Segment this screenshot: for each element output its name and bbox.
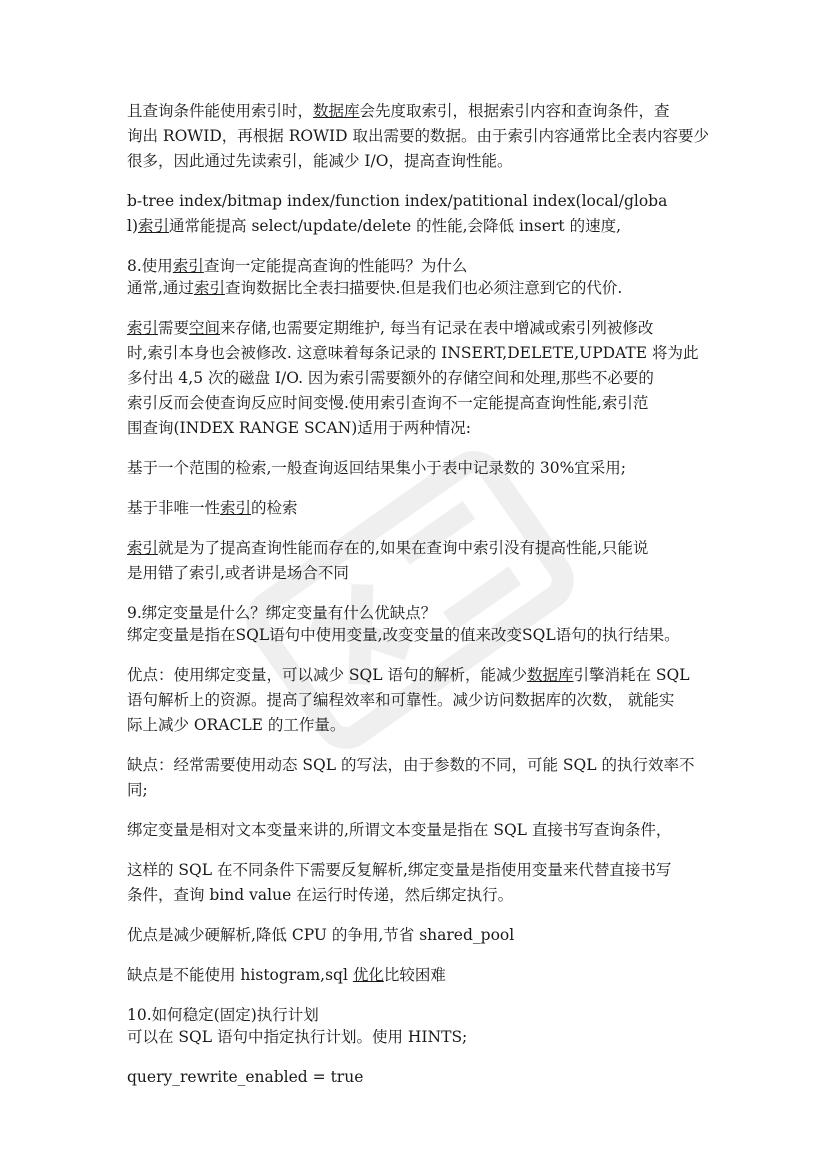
text-line: [127, 126, 727, 146]
text-span: 来存储,也需要定期维护, 每当有记录在表中增减或索引列被修改: [220, 319, 654, 337]
text-span: 围查询(INDEX RANGE SCAN)适用于两种情况:: [127, 419, 471, 437]
text-line: [127, 101, 727, 121]
text-span: 优点是减少硬解析,降低 CPU 的争用,节省 shared_pool: [127, 926, 515, 944]
text-line: [127, 715, 727, 735]
text-line: [127, 780, 727, 800]
term-link[interactable]: 数据库: [313, 102, 360, 120]
text-line: [127, 318, 727, 338]
text-line: [127, 498, 727, 518]
text-span: 语句解析上的资源。提高了编程效率和可靠性。减少访问数据库的次数， 就能实: [127, 691, 675, 709]
text-line: [127, 538, 727, 558]
text-line: [127, 965, 727, 985]
term-link[interactable]: 数据库: [526, 666, 574, 684]
text-span: l): [127, 217, 139, 235]
text-span: 绑定变量是指在SQL语句中使用变量,改变变量的值来改变SQL语句的执行结果。: [127, 626, 680, 644]
text-span: 多付出 4,5 次的磁盘 I/O. 因为索引需要额外的存储空间和处理,那些不必要的: [127, 369, 654, 387]
text-line: [127, 343, 727, 363]
text-span: 查询一定能提高查询的性能吗？为什么: [203, 257, 468, 275]
text-span: 基于一个范围的检索,一般查询返回结果集小于表中记录数的 30%宜采用;: [127, 459, 627, 477]
text-line: [127, 860, 727, 880]
text-span: 通常,通过: [127, 279, 194, 297]
term-link[interactable]: 索引: [127, 539, 159, 557]
text-span: query_rewrite_enabled = true: [127, 1068, 364, 1086]
text-span: 比较困难: [383, 966, 446, 984]
text-line: [127, 603, 727, 623]
term-link[interactable]: 索引: [127, 319, 159, 337]
term-link[interactable]: 索引: [138, 217, 170, 235]
text-line: [127, 256, 727, 276]
text-line: [127, 278, 727, 298]
term-link[interactable]: 索引: [220, 499, 252, 517]
text-span: 这样的 SQL 在不同条件下需要反复解析,绑定变量是指使用变量来代替直接书写: [127, 861, 672, 879]
text-line: [127, 755, 727, 775]
text-span: 缺点是不能使用 histogram,sql: [127, 966, 353, 984]
text-line: [127, 820, 727, 840]
text-span: 需要: [158, 319, 190, 337]
text-span: 缺点：经常需要使用动态 SQL 的写法，由于参数的不同，可能 SQL 的执行效率不: [127, 756, 695, 774]
text-span: 会先度取索引，根据索引内容和查询条件，查: [359, 102, 670, 120]
text-line: [127, 216, 727, 236]
text-span: 同;: [127, 781, 148, 799]
text-line: [127, 1027, 727, 1047]
text-span: 引擎消耗在 SQL: [573, 666, 690, 684]
text-line: [127, 1067, 727, 1087]
text-line: [127, 418, 727, 438]
text-span: 通常能提高 select/update/delete 的性能,会降低 insert 的速度,: [169, 217, 622, 235]
text-line: [127, 563, 727, 583]
text-span: 查询数据比全表扫描要快.但是我们也必须注意到它的代价.: [224, 279, 623, 297]
text-line: [127, 665, 727, 685]
text-span: b-tree index/bitmap index/function index/patitional index(local/globa: [127, 192, 668, 210]
text-line: [127, 925, 727, 945]
text-span: 10.如何稳定(固定)执行计划: [127, 1006, 319, 1024]
text-span: 条件，查询 bind value 在运行时传递，然后绑定执行。: [127, 886, 514, 904]
text-span: 绑定变量是相对文本变量来讲的,所谓文本变量是指在 SQL 直接书写查询条件，: [127, 821, 672, 839]
text-span: 际上减少 ORACLE 的工作量。: [127, 716, 346, 734]
text-span: 询出 ROWID，再根据 ROWID 取出需要的数据。由于索引内容通常比全表内容要少: [127, 127, 710, 145]
text-line: [127, 690, 727, 710]
text-line: [127, 368, 727, 388]
text-line: [127, 1005, 727, 1025]
text-span: 时,索引本身也会被修改. 这意味着每条记录的 INSERT,DELETE,UPDATE 将为此: [127, 344, 699, 362]
text-line: [127, 393, 727, 413]
text-span: 的检索: [251, 499, 298, 517]
text-span: 很多，因此通过先读索引，能减少 I/O，提高查询性能。: [127, 152, 513, 170]
text-span: 是用错了索引,或者讲是场合不同: [127, 564, 349, 582]
text-span: 基于非唯一性: [127, 499, 221, 517]
text-span: 可以在 SQL 语句中指定执行计划。使用 HINTS;: [127, 1028, 468, 1046]
term-link[interactable]: 索引: [172, 257, 204, 275]
text-span: 8.使用: [127, 257, 173, 275]
text-span: 优点：使用绑定变量，可以减少 SQL 语句的解析，能减少: [127, 666, 527, 684]
text-span: 就是为了提高查询性能而存在的,如果在查询中索引没有提高性能,只能说: [158, 539, 649, 557]
text-line: [127, 458, 727, 478]
text-line: [127, 885, 727, 905]
text-line: [127, 151, 727, 171]
term-link[interactable]: 优化: [352, 966, 384, 984]
term-link[interactable]: 索引: [193, 279, 225, 297]
text-span: 索引反而会使查询反应时间变慢.使用索引查询不一定能提高查询性能,索引范: [127, 394, 649, 412]
text-span: 9.绑定变量是什么？绑定变量有什么优缺点？: [127, 604, 437, 622]
text-line: [127, 191, 727, 211]
term-link[interactable]: 空间: [189, 319, 221, 337]
text-span: 且查询条件能使用索引时，: [127, 102, 314, 120]
text-line: [127, 625, 727, 645]
